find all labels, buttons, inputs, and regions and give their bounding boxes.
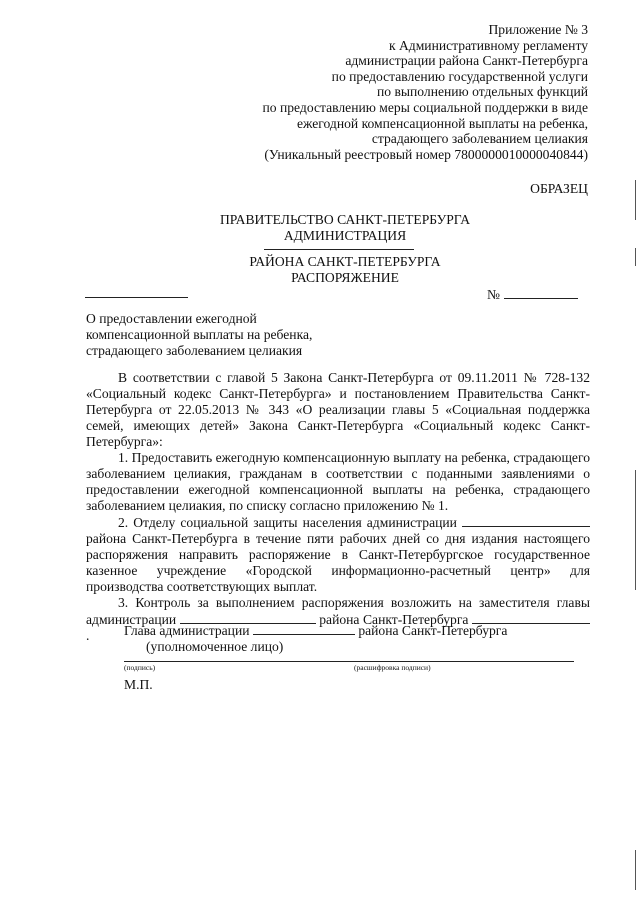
subject-line: страдающего заболеванием целиакия: [86, 343, 303, 358]
annex-line: по предоставлению меры социальной поддержки в виде: [262, 99, 588, 115]
preamble-paragraph: В соответствии с главой 5 Закона Санкт-Петербурга от 09.11.2011 № 728-132 «Социальный кодекс Санкт-Петербурга» и постановлением Правительства Санкт-Петербурга от 22.05.2013 № 343 «О реализации главы 5 «Социальная поддержка семей, имеющих детей» Закона Санкт-Петербурга «Социальный кодекс Санкт-Петербурга»:: [86, 370, 590, 449]
signature-caption: (подпись): [124, 663, 156, 672]
annex-line: к Административному регламенту: [388, 37, 588, 53]
subject-block: [86, 311, 312, 359]
number-label: №: [487, 287, 500, 302]
administration-title: АДМИНИСТРАЦИЯ: [283, 228, 407, 243]
department-blank: [462, 514, 590, 527]
sample-label: ОБРАЗЕЦ: [530, 181, 588, 196]
item-2-text-start: 2. Отделу социальной защиты населения администрации: [118, 515, 457, 530]
document-number: [487, 285, 578, 303]
subject-line: О предоставлении ежегодной: [86, 311, 257, 326]
head-label: Глава администрации: [124, 623, 250, 638]
annex-line: страдающего заболеванием целиакия: [371, 131, 588, 147]
scan-edge-mark: [635, 850, 636, 890]
document-body: [86, 370, 590, 644]
number-blank: [504, 285, 578, 299]
authorized-person: (уполномоченное лицо): [146, 639, 284, 654]
scan-edge-mark: [635, 180, 636, 220]
document-type: РАСПОРЯЖЕНИЕ: [291, 270, 399, 285]
district-blank: [253, 622, 355, 635]
annex-line: по предоставлению государственной услуги: [331, 68, 588, 84]
annex-line: ежегодной компенсационной выплаты на ребенка,: [297, 115, 588, 131]
seal-mark: М.П.: [124, 677, 153, 692]
annex-header: [263, 22, 588, 162]
scan-edge-mark: [635, 248, 636, 266]
signature-line: [124, 661, 574, 662]
item-2-text-end: района Санкт-Петербурга в течение пяти рабочих дней со дня издания настоящего распоряжения направить распоряжение в Санкт-Петербургское государственное казенное учреждение «Городской информационно-расчетный центр» для производства соответствующих выплат.: [86, 531, 590, 594]
item-1-paragraph: 1. Предоставить ежегодную компенсационную выплату на ребенка, страдающего заболеванием целиакия, гражданам в соответствии с поданными заявлениями о предоставлении ежегодной компенсационной выплаты на ребенка, страдающего заболеванием целиакия, по списку согласно приложению № 1.: [86, 450, 590, 513]
annex-line: администрации района Санкт-Петербурга: [345, 53, 588, 69]
district-label: района Санкт-Петербурга: [358, 623, 508, 638]
date-blank-line: [85, 297, 188, 298]
item-3-text-start: 3. Контроль за выполнением распоряжения возложить на заместителя главы администрации: [86, 595, 590, 627]
item-3-end: .: [86, 628, 90, 643]
annex-line: Приложение № 3: [488, 22, 588, 37]
annex-line: по выполнению отдельных функций: [377, 84, 588, 100]
subject-line: компенсационной выплаты на ребенка,: [86, 327, 313, 342]
item-3-text-mid: района Санкт-Петербурга: [319, 612, 469, 627]
scan-edge-mark: [635, 470, 636, 590]
district-title: РАЙОНА САНКТ-ПЕТЕРБУРГА: [249, 254, 441, 269]
signature-block: [124, 622, 507, 655]
signature-decode-caption: (расшифровка подписи): [354, 663, 431, 672]
header-rule: [264, 249, 414, 250]
government-title: ПРАВИТЕЛЬСТВО САНКТ-ПЕТЕРБУРГА: [219, 212, 471, 227]
item-2-paragraph: [86, 514, 590, 595]
annex-registry-number: (Уникальный реестровый номер 7800000010000040844): [264, 146, 588, 162]
